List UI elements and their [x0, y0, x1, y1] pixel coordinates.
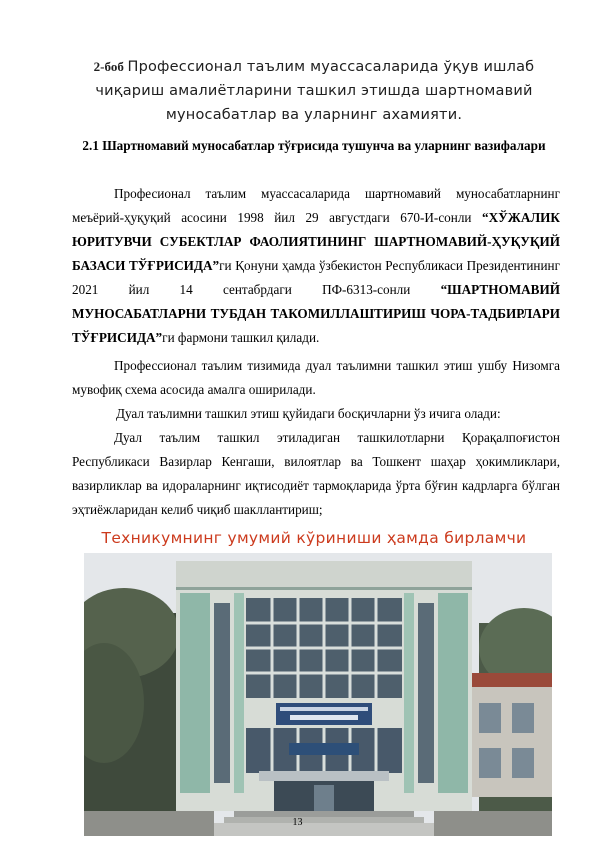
- paragraph-text: Професионал таълим муассасаларида шартномавий муносабатларнинг меъёрий-ҳуқуқий асосини 1998 йил 29 августдаги 670-И-сонли: [72, 186, 560, 225]
- chapter-label: 2-боб: [93, 59, 124, 74]
- paragraph-stages: Дуал таълимни ташкил этиш қуйидаги босқичларни ўз ичига олади:: [116, 406, 501, 421]
- page-number: 13: [292, 817, 303, 828]
- section-heading: 2.1 Шартномавий муносабатлар тўғрисида тушунча ва уларнинг вазифалари: [82, 138, 546, 153]
- technikum-building-photo: [84, 553, 552, 836]
- law-title: “ХЎЖАЛИК ЮРИТУВЧИ СУБЕКТЛАР ФАОЛИЯТИНИНГ ШАРТНОМАВИЙ-ҲУҚУҚИЙ БАЗАСИ ТЎҒРИСИДА”: [72, 210, 560, 273]
- paragraph-text: ги Қонуни ҳамда ўзбекистон Республикаси Президентининг 2021 йил 14 сентабрдаги ПФ-6313-сонли: [72, 258, 561, 297]
- decree-title: “ШАРТНОМАВИЙ МУНОСАБАТЛАРНИ ТУБДАН ТАКОМИЛЛАШТИРИШ ЧОРА-ТАДБИРЛАРИ ТЎҒРИСИДА”: [72, 282, 560, 345]
- figure-caption: Техникумнинг умумий кўриниши ҳамда бирламчи: [101, 529, 527, 547]
- chapter-title: Профессионал таълим муассасаларида ўқув ишлаб чиқариш амалиётларини ташкил этишда шартномавий муносабатлар ва уларнинг ахамияти.: [95, 59, 535, 123]
- paragraph-text: ги фармони ташкил қилади.: [162, 330, 320, 345]
- paragraph-dual-system: Профессионал таълим тизимида дуал таълимни ташкил этиш ушбу Низомга мувофиқ схема асосида амалга оширилади.: [72, 358, 560, 397]
- building-illustration: [84, 553, 552, 836]
- paragraph-organizations: Дуал таълим ташкил этиладиган ташкилотларни Қорақалпоғистон Республикаси Вазирлар Кенгаши, вилоятлар ва Тошкент шаҳар ҳокимликлари, вазирликлар ва идораларнинг иқтисодиёт тармоқларида ўрта бўғин кадрларга бўлган эҳтиёжларидан келиб чиқиб шакллантириш;: [72, 430, 560, 517]
- chapter-heading: [64, 55, 564, 127]
- paragraph-legal-basis: [72, 182, 560, 350]
